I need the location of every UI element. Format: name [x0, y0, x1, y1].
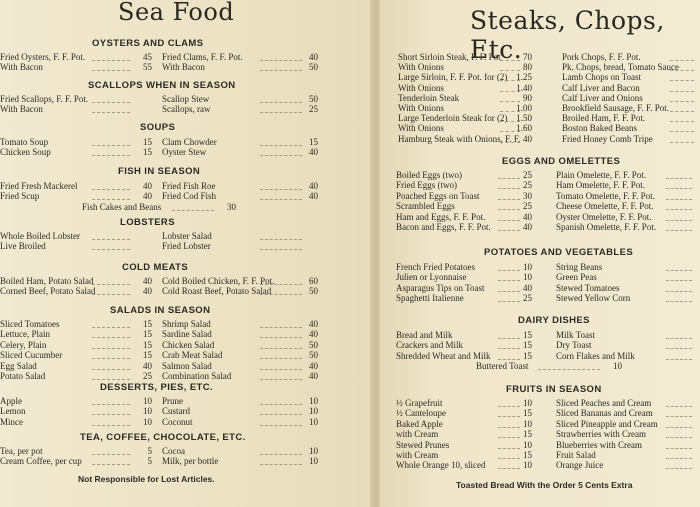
leader-line — [670, 80, 694, 81]
menu-item-price: 1.25 — [516, 72, 532, 83]
menu-item-name: Fried Scallops, F. F. Pot. — [0, 94, 89, 104]
menu-item-name: French Fried Potatoes — [396, 262, 475, 272]
menu-item-price: 15 — [523, 330, 532, 340]
leader-line — [92, 454, 130, 455]
leader-line — [670, 121, 694, 122]
menu-item-name: Blueberries with Cream — [556, 439, 642, 450]
menu-item-name: Fried Fresh Mackerel — [0, 181, 78, 191]
section-heading: OYSTERS AND CLAMS — [92, 38, 204, 49]
menu-item-price: 40 — [143, 191, 152, 202]
leader-line — [92, 358, 130, 359]
menu-item-price: 40 — [523, 222, 532, 232]
menu-item-name: Ham and Eggs, F. F. Pot. — [396, 211, 486, 222]
menu-item-price: 30 — [227, 201, 236, 212]
menu-item-name: Sliced Pineapple and Cream — [556, 418, 658, 429]
leader-line — [670, 101, 694, 102]
menu-item-price: 15 — [143, 147, 152, 158]
section-heading: SOUPS — [140, 122, 176, 133]
menu-item-name: Live Broiled — [0, 241, 46, 252]
leader-line — [92, 70, 130, 71]
menu-item-price: 40 — [309, 329, 318, 340]
menu-item-name: Cocoa — [162, 446, 185, 456]
menu-item-price: 1.50 — [516, 113, 532, 124]
menu-item-name: Broiled Ham, F. F. Pot. — [562, 113, 646, 124]
menu-title-steaks-chops: Steaks, Chops, Etc. — [470, 6, 665, 64]
menu-item-name: Combination Salad — [162, 371, 232, 381]
menu-item-price: 15 — [143, 350, 152, 361]
menu-item-name: ½ Grapefruit — [396, 398, 443, 408]
section-heading: EGGS AND OMELETTES — [502, 156, 621, 167]
leader-line — [538, 369, 600, 370]
menu-item-name: Tomato Omelette, F. F. Pot. — [556, 190, 655, 201]
menu-item-name: Fried Lobster — [162, 241, 211, 252]
leader-line — [92, 189, 130, 190]
menu-item-name: Mince — [0, 416, 23, 427]
menu-item-price: 40 — [143, 360, 152, 371]
menu-item-price: 15 — [143, 339, 152, 350]
menu-item-price: 15 — [143, 329, 152, 340]
menu-item-name: Poached Eggs on Toast — [396, 190, 480, 201]
menu-item-name: Milk Toast — [556, 330, 595, 340]
leader-line — [92, 294, 130, 295]
menu-item-name: with Cream — [396, 429, 439, 440]
menu-item-name: Buttered Toast — [476, 361, 529, 372]
menu-item-name: Lettuce, Plain — [0, 329, 50, 340]
menu-item-price: 40 — [309, 147, 318, 158]
menu-item-price: 15 — [523, 350, 532, 361]
menu-item-name: Calf Liver and Bacon — [562, 82, 640, 93]
menu-item-price: 10 — [143, 406, 152, 417]
section-heading: COLD MEATS — [122, 262, 189, 273]
leader-line — [92, 425, 130, 426]
menu-title-sea-food: Sea Food — [118, 0, 235, 26]
menu-item-price: 10 — [613, 361, 622, 372]
leader-line — [670, 91, 694, 92]
menu-item-name: Oyster Stew — [162, 147, 207, 158]
menu-item-name: Lamb Chops on Toast — [562, 72, 641, 83]
menu-item-name: With Onions — [398, 123, 444, 134]
leader-line — [92, 112, 130, 113]
leader-line — [92, 102, 130, 103]
leader-line — [92, 404, 130, 405]
menu-item-name: With Bacon — [0, 104, 43, 115]
leader-line — [670, 70, 694, 71]
menu-item-price: 50 — [309, 286, 318, 297]
menu-item-name: With Onions — [398, 62, 444, 73]
menu-item-name: Lobster Salad — [162, 231, 212, 241]
menu-item-name: Scrambled Eggs — [396, 201, 455, 212]
menu-item-name: Lemon — [0, 406, 26, 417]
menu-item-price: 15 — [523, 408, 532, 419]
menu-item-price: 40 — [309, 52, 318, 62]
menu-item-name: Bacon and Eggs, F. F. Pot. — [396, 222, 491, 232]
menu-item-name: Stewed Prunes — [396, 439, 450, 450]
menu-item-price: 10 — [523, 262, 532, 272]
right-menu-page — [380, 0, 700, 507]
menu-item-name: Cold Roast Beef, Potato Salad — [162, 286, 272, 297]
menu-item-price: 40 — [143, 181, 152, 191]
menu-item-name: Asparagus Tips on Toast — [396, 282, 485, 293]
menu-item-name: Dry Toast — [556, 340, 592, 351]
leader-line — [92, 155, 130, 156]
leader-line — [670, 131, 694, 132]
menu-item-price: 40 — [523, 282, 532, 293]
menu-item-price: 45 — [143, 52, 152, 62]
menu-item-price: 50 — [309, 339, 318, 350]
menu-item-name: Shrimp Salad — [162, 319, 211, 329]
menu-item-price: 25 — [309, 104, 318, 115]
menu-item-name: Egg Salad — [0, 360, 37, 371]
menu-item-name: Hamburg Steak with Onions, F. F. — [398, 133, 521, 144]
menu-item-price: 10 — [523, 460, 532, 471]
menu-item-price: 60 — [309, 276, 318, 286]
menu-item-name: Whole Boiled Lobster — [0, 231, 80, 241]
menu-item-price: 25 — [523, 293, 532, 304]
menu-item-price: 1.00 — [516, 103, 532, 113]
menu-item-name: Oyster Omelette, F. F. Pot. — [556, 211, 652, 222]
menu-item-price: 15 — [523, 450, 532, 460]
leader-line — [666, 209, 692, 210]
leader-line — [92, 60, 130, 61]
menu-item-name: Potato Salad — [0, 371, 46, 381]
menu-item-name: Chicken Salad — [162, 339, 215, 350]
menu-item-name: Orange Juice — [556, 460, 604, 471]
leader-line — [666, 437, 692, 438]
menu-item-name: Pork Chops, F. F. Pot. — [562, 52, 641, 62]
leader-line — [670, 142, 694, 143]
leader-line — [92, 348, 130, 349]
menu-item-name: Sliced Bananas and Cream — [556, 408, 653, 419]
menu-item-name: Fried Eggs (two) — [396, 180, 457, 191]
menu-item-price: 10 — [309, 406, 318, 417]
menu-item-name: String Beans — [556, 262, 603, 272]
menu-item-price: 15 — [523, 429, 532, 440]
menu-item-price: 10 — [143, 396, 152, 406]
menu-item-price: 1.60 — [516, 123, 532, 134]
menu-item-name: Coconut — [162, 416, 193, 427]
section-heading: DESSERTS, PIES, ETC. — [100, 382, 214, 393]
leader-line — [260, 239, 302, 240]
section-heading: DAIRY DISHES — [518, 315, 590, 326]
menu-item-price: 1.40 — [516, 82, 532, 93]
menu-item-name: Whole Orange 10, sliced — [396, 460, 486, 471]
menu-item-name: Boiled Eggs (two) — [396, 170, 462, 180]
section-heading: TEA, COFFEE, CHOCOLATE, ETC. — [80, 432, 246, 443]
menu-item-price: 10 — [143, 416, 152, 427]
menu-item-price: 40 — [309, 319, 318, 329]
leader-line — [666, 406, 692, 407]
menu-item-name: Shredded Wheat and Milk — [396, 350, 491, 361]
menu-item-price: 80 — [523, 62, 532, 73]
menu-item-price: 40 — [143, 276, 152, 286]
menu-item-name: Ham Omelette, F. F. Pot. — [556, 180, 646, 191]
menu-item-name: Corn Flakes and Milk — [556, 350, 635, 361]
menu-item-price: 5 — [147, 456, 152, 467]
menu-item-price: 10 — [523, 418, 532, 429]
menu-item-price: 25 — [523, 170, 532, 180]
menu-item-name: Pk. Chops, bread, Tomato Sauce — [562, 62, 679, 73]
menu-item-name: Sliced Cucumber — [0, 350, 63, 361]
menu-item-name: With Bacon — [162, 62, 205, 73]
leader-line — [666, 301, 692, 302]
menu-item-name: Strawberries with Cream — [556, 429, 646, 440]
menu-item-price: 15 — [143, 319, 152, 329]
menu-item-name: Plain Omelette, F. F. Pot. — [556, 170, 647, 180]
menu-item-name: Julien or Lyonnaise — [396, 272, 467, 283]
disclaimer-note: Not Responsible for Lost Articles. — [78, 474, 215, 484]
menu-item-name: Spaghetti Italienne — [396, 293, 464, 304]
menu-item-price: 15 — [143, 137, 152, 147]
leader-line — [670, 111, 694, 112]
leader-line — [666, 220, 692, 221]
leader-line — [666, 416, 692, 417]
leader-line — [92, 379, 130, 380]
menu-item-price: 40 — [309, 191, 318, 202]
menu-item-name: Stewed Yellow Corn — [556, 293, 631, 304]
leader-line — [666, 458, 692, 459]
leader-line — [666, 188, 692, 189]
menu-item-name: Short Sirloin Steak, F. F. Pot — [398, 52, 501, 62]
leader-line — [92, 284, 130, 285]
menu-item-name: Sliced Tomatoes — [0, 319, 60, 329]
menu-item-name: Fried Honey Comb Tripe — [562, 133, 653, 144]
menu-item-name: Crackers and Milk — [396, 340, 463, 351]
menu-item-name: Chicken Soup — [0, 147, 51, 158]
menu-item-name: Scallops, raw — [162, 104, 211, 115]
menu-item-name: Tea, per pot — [0, 446, 43, 456]
menu-item-price: 25 — [523, 180, 532, 191]
menu-item-name: Cold Boiled Chicken, F. F. Pot. — [162, 276, 275, 286]
menu-item-price: 40 — [309, 360, 318, 371]
menu-item-price: 55 — [143, 62, 152, 73]
leader-line — [92, 145, 130, 146]
menu-item-price: 70 — [523, 52, 532, 62]
leader-line — [172, 210, 214, 211]
menu-item-name: Fried Fish Roe — [162, 181, 216, 191]
toast-extra-note: Toasted Bread With the Order 5 Cents Extra — [456, 480, 633, 490]
section-heading: SCALLOPS WHEN IN SEASON — [88, 80, 236, 91]
section-heading: LOBSTERS — [120, 217, 175, 228]
menu-item-name: Spanish Omelette, F. F. Pot. — [556, 222, 657, 232]
menu-item-price: 40 — [523, 133, 532, 144]
leader-line — [670, 60, 694, 61]
menu-item-price: 10 — [309, 396, 318, 406]
menu-item-name: Fried Oysters, F. F. Pot. — [0, 52, 86, 62]
menu-item-name: With Bacon — [0, 62, 43, 73]
menu-item-name: With Onions — [398, 82, 444, 93]
menu-item-name: Scallop Stew — [162, 94, 210, 104]
leader-line — [92, 249, 130, 250]
leader-line — [92, 414, 130, 415]
leader-line — [260, 249, 302, 250]
menu-item-name: Cream Coffee, per cup — [0, 456, 82, 467]
menu-item-name: Boiled Ham, Potato Salad — [0, 276, 94, 286]
leader-line — [92, 369, 130, 370]
leader-line — [666, 427, 692, 428]
menu-item-name: Celery, Plain — [0, 339, 47, 350]
menu-item-name: Large Tenderloin Steak for (2) — [398, 113, 508, 124]
menu-item-name: Fish Cakes and Beans — [82, 201, 162, 212]
leader-line — [666, 359, 692, 360]
menu-item-price: 50 — [309, 94, 318, 104]
section-heading: FISH IN SEASON — [118, 166, 201, 177]
menu-item-name: Fried Clams, F. F. Pot. — [162, 52, 243, 62]
menu-item-price: 50 — [309, 62, 318, 73]
leader-line — [666, 230, 692, 231]
menu-item-name: Corned Beef, Potato Salad — [0, 286, 96, 297]
menu-item-name: Boston Baked Beans — [562, 123, 637, 134]
menu-item-name: Bread and Milk — [396, 330, 453, 340]
leader-line — [666, 338, 692, 339]
section-heading: SALADS IN SEASON — [110, 305, 211, 316]
menu-item-name: Tomato Soup — [0, 137, 49, 147]
leader-line — [666, 448, 692, 449]
menu-item-name: With Onions — [398, 103, 444, 113]
menu-item-price: 10 — [523, 272, 532, 283]
leader-line — [666, 199, 692, 200]
leader-line — [666, 280, 692, 281]
menu-item-name: Sardine Salad — [162, 329, 212, 340]
menu-item-name: Calf Liver and Onions — [562, 92, 643, 103]
section-heading: POTATOES AND VEGETABLES — [484, 247, 634, 258]
leader-line — [92, 337, 130, 338]
menu-item-name: Prune — [162, 396, 183, 406]
menu-item-price: 15 — [309, 137, 318, 147]
menu-item-name: Sliced Peaches and Cream — [556, 398, 652, 408]
menu-item-price: 10 — [523, 439, 532, 450]
menu-item-price: 10 — [523, 398, 532, 408]
menu-item-name: Salmon Salad — [162, 360, 212, 371]
menu-item-name: Apple — [0, 396, 22, 406]
menu-item-name: Custard — [162, 406, 190, 417]
leader-line — [92, 199, 130, 200]
menu-item-price: 15 — [523, 340, 532, 351]
menu-item-name: Stewed Tomatoes — [556, 282, 620, 293]
menu-item-name: Fruit Salad — [556, 450, 596, 460]
leader-line — [666, 468, 692, 469]
menu-item-name: Clam Chowder — [162, 137, 217, 147]
menu-item-name: Large Sirloin, F. F. Pot. for (2) — [398, 72, 508, 83]
menu-item-price: 30 — [523, 190, 532, 201]
menu-item-name: Green Peas — [556, 272, 597, 283]
menu-item-name: Fried Cod Fish — [162, 191, 217, 202]
menu-item-name: Fried Scup — [0, 191, 40, 202]
menu-item-price: 40 — [309, 181, 318, 191]
menu-item-price: 25 — [523, 201, 532, 212]
menu-item-price: 40 — [143, 286, 152, 297]
leader-line — [92, 464, 130, 465]
menu-item-name: Cheese Omelette, F. F. Pot. — [556, 201, 654, 212]
menu-item-price: 50 — [309, 350, 318, 361]
leader-line — [666, 348, 692, 349]
menu-item-name: Crab Meat Salad — [162, 350, 223, 361]
menu-item-name: Tenderloin Steak — [398, 92, 460, 103]
menu-item-price: 90 — [523, 92, 532, 103]
leader-line — [666, 178, 692, 179]
leader-line — [92, 327, 130, 328]
leader-line — [92, 239, 130, 240]
menu-item-price: 10 — [309, 416, 318, 427]
menu-item-price: 10 — [309, 456, 318, 467]
menu-item-name: with Cream — [396, 450, 439, 460]
menu-item-price: 5 — [147, 446, 152, 456]
section-heading: FRUITS IN SEASON — [506, 384, 602, 395]
menu-item-price: 40 — [309, 371, 318, 381]
menu-item-name: Brookfield Sausage, F. F. Pot. — [562, 103, 670, 113]
menu-item-price: 10 — [309, 446, 318, 456]
leader-line — [666, 291, 692, 292]
menu-item-name: Milk, per bottle — [162, 456, 219, 467]
menu-item-price: 25 — [143, 371, 152, 381]
leader-line — [666, 270, 692, 271]
menu-item-name: ½ Canteloupe — [396, 408, 446, 419]
menu-item-name: Baked Apple — [396, 418, 443, 429]
menu-item-price: 40 — [523, 211, 532, 222]
